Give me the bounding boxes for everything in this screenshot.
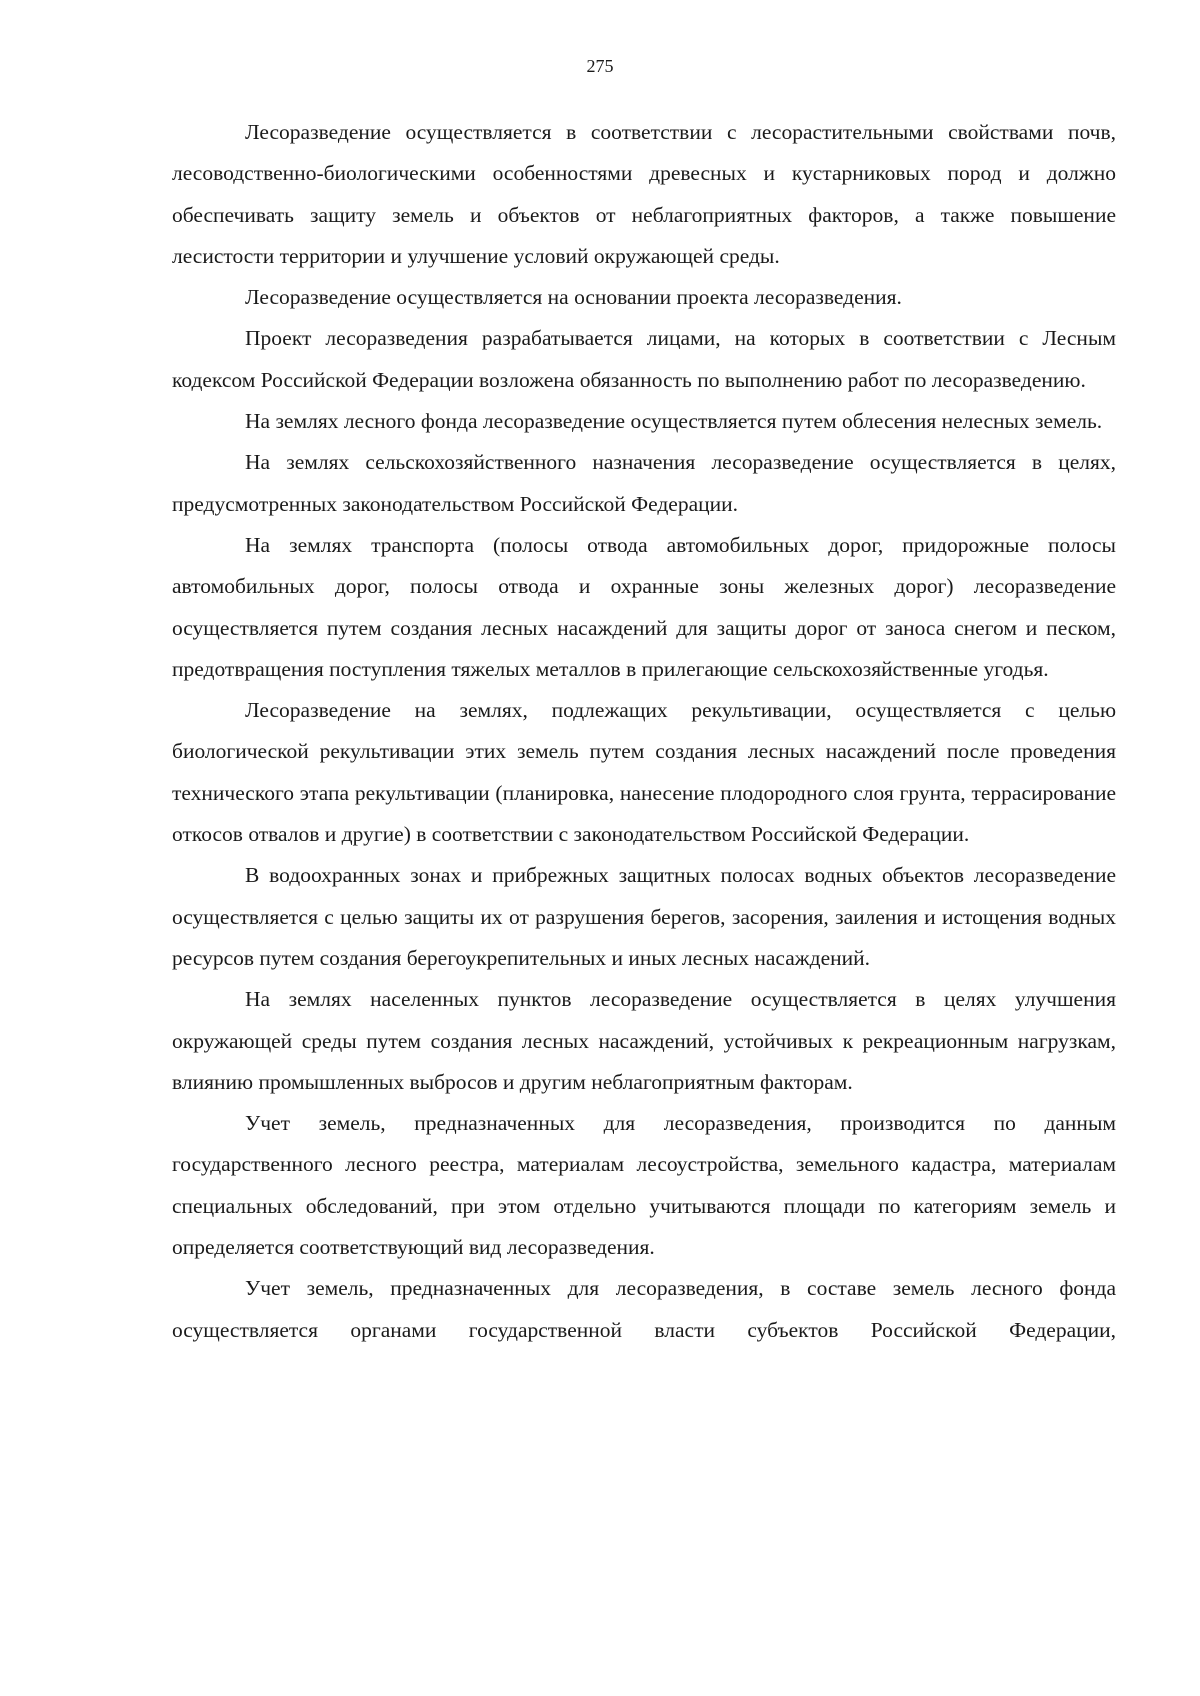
paragraph-land-accounting: Учет земель, предназначенных для лесоразведения, производится по данным государственного лесного реестра, материалам лесоустройства, земельного кадастра, материалам специальных обследований, при этом отдельно учитываются площади по категориям земель и определяется соответствующий вид лесоразведения. bbox=[172, 1111, 1116, 1260]
paragraph-reclamation-lands: Лесоразведение на землях, подлежащих рекультивации, осуществляется с целью биологической рекультивации этих земель путем создания лесных насаждений после проведения технического этапа рекультивации (планировка, нанесение плодородного слоя грунта, террасирование откосов отвалов и другие) в соответствии с законодательством Российской Федерации. bbox=[172, 698, 1116, 847]
paragraph-agricultural-lands: На землях сельскохозяйственного назначения лесоразведение осуществляется в целях, предусмотренных законодательством Российской Федерации. bbox=[172, 450, 1116, 516]
paragraph-water-protection-zones: В водоохранных зонах и прибрежных защитных полосах водных объектов лесоразведение осуществляется с целью защиты их от разрушения берегов, засорения, заиления и истощения водных ресурсов путем создания берегоукрепительных и иных лесных насаждений. bbox=[172, 863, 1116, 970]
paragraph-forest-fund-accounting: Учет земель, предназначенных для лесоразведения, в составе земель лесного фонда осуществляется органами государственной власти субъектов Российской Федерации, bbox=[172, 1276, 1116, 1342]
paragraph-settlement-lands: На землях населенных пунктов лесоразведение осуществляется в целях улучшения окружающей среды путем создания лесных насаждений, устойчивых к рекреационным нагрузкам, влиянию промышленных выбросов и другим неблагоприятным факторам. bbox=[172, 987, 1116, 1094]
document-body bbox=[172, 112, 1116, 1351]
paragraph-transport-lands: На землях транспорта (полосы отвода автомобильных дорог, придорожные полосы автомобильных дорог, полосы отвода и охранные зоны железных дорог) лесоразведение осуществляется путем создания лесных насаждений для защиты дорог от заноса снегом и песком, предотвращения поступления тяжелых металлов в прилегающие сельскохозяйственные угодья. bbox=[172, 532, 1116, 681]
paragraph-forest-fund-lands: На землях лесного фонда лесоразведение осуществляется путем облесения нелесных земель. bbox=[245, 409, 1103, 434]
paragraph-project-developers: Проект лесоразведения разрабатывается лицами, на которых в соответствии с Лесным кодексом Российской Федерации возложена обязанность по выполнению работ по лесоразведению. bbox=[172, 326, 1116, 392]
paragraph-afforestation-principles: Лесоразведение осуществляется в соответствии с лесорастительными свойствами почв, лесоводственно-биологическими особенностями древесных и кустарниковых пород и должно обеспечивать защиту земель и объектов от неблагоприятных факторов, а также повышение лесистости территории и улучшение условий окружающей среды. bbox=[172, 120, 1116, 268]
page-number: 275 bbox=[586, 56, 614, 76]
paragraph-afforestation-project-basis: Лесоразведение осуществляется на основании проекта лесоразведения. bbox=[245, 285, 902, 310]
